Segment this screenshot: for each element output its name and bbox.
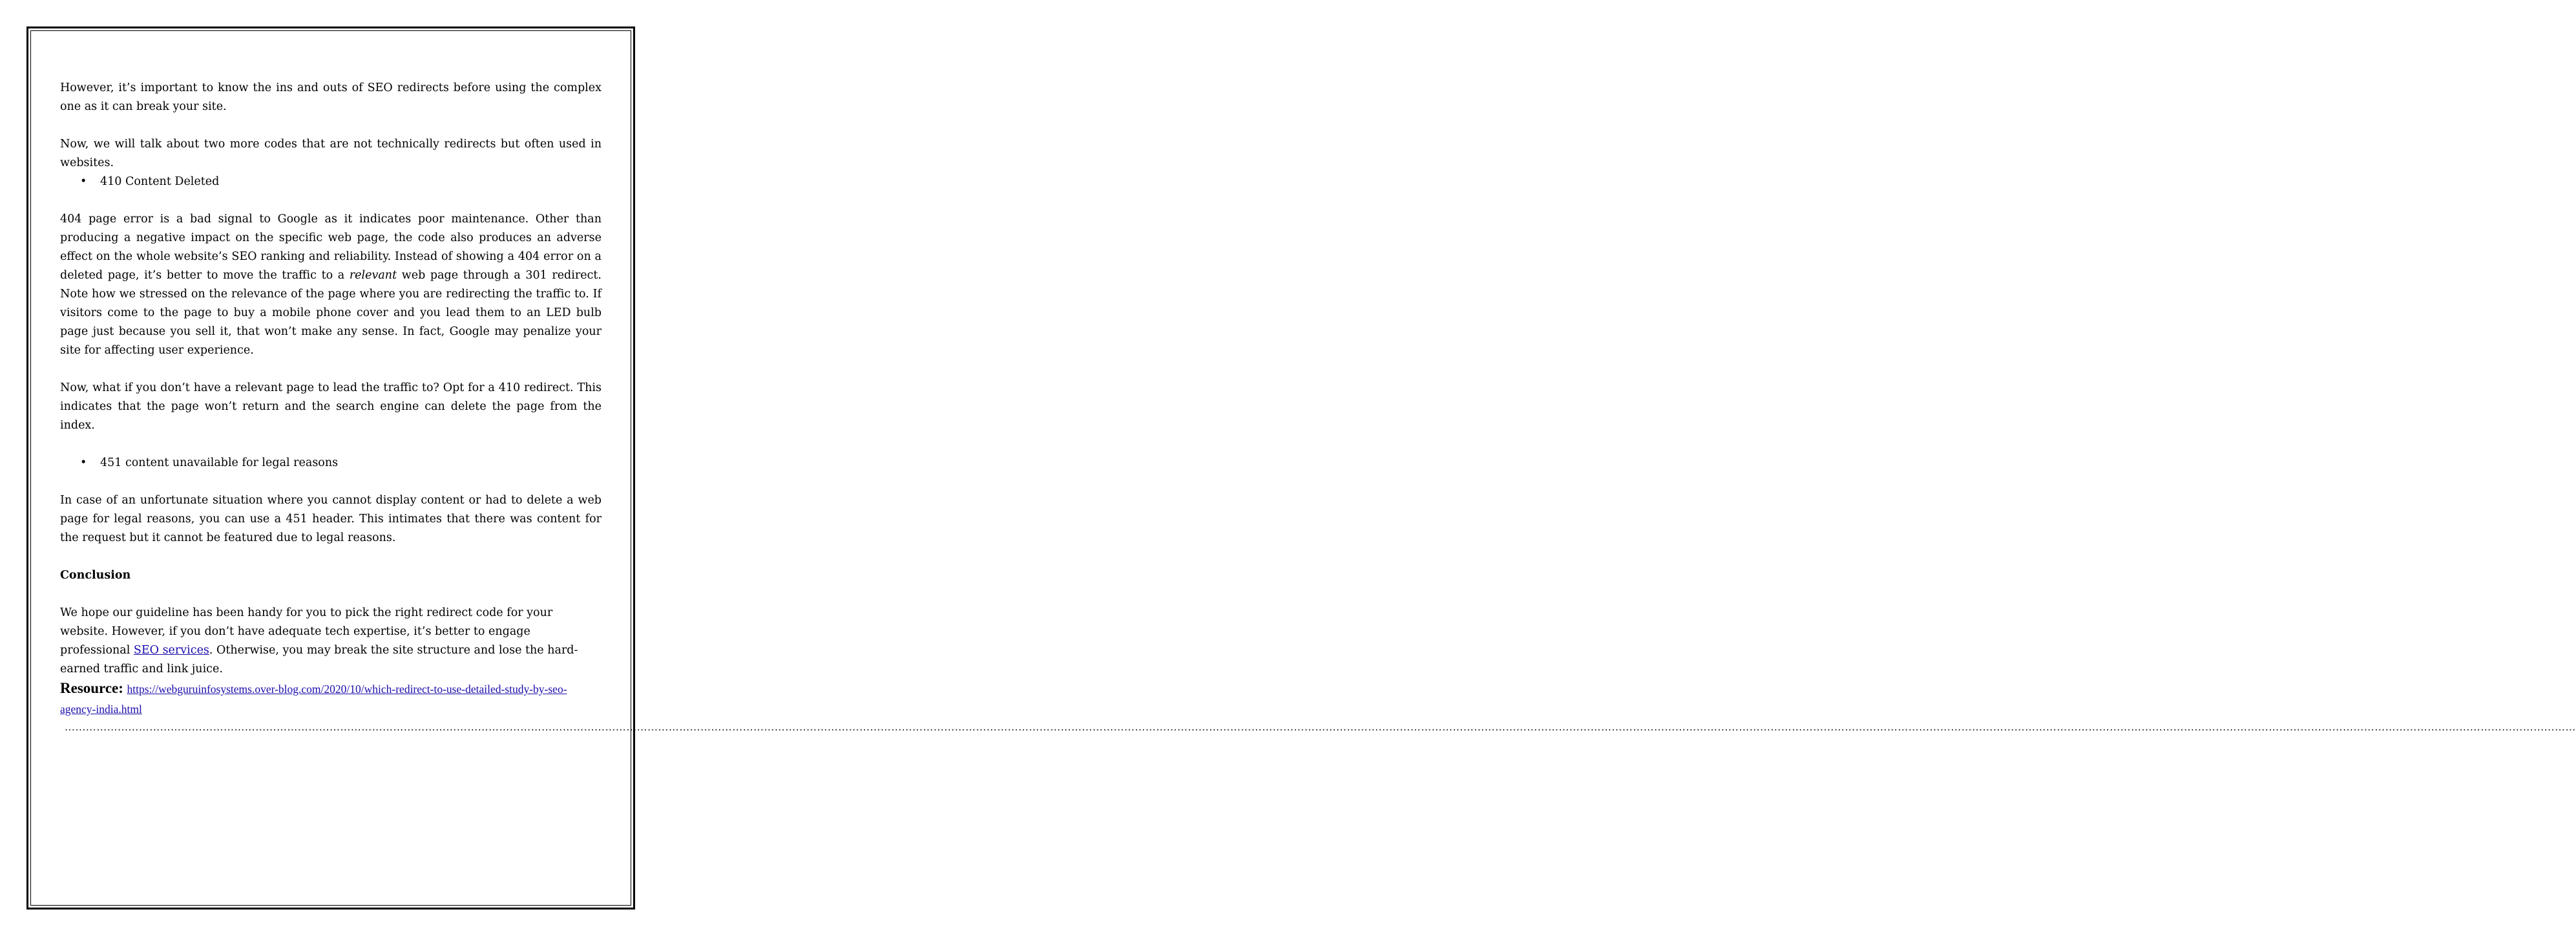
paragraph-404-text-a: 404 page error is a bad signal to Google as it indicates poor maintenance. Other than producing a negative impact on the specific web page, the code also produces an adverse effect on the whole website’s SEO ranking and reliability. Instead of showing a 404 error on a deleted page, it’s better to move the traffic to a bbox=[60, 213, 602, 282]
document-body bbox=[60, 79, 2576, 736]
paragraph-451-header: In case of an unfortunate situation where you cannot display content or had to delete a web page for legal reasons, you can use a 451 header. This intimates that there was content for the request but it cannot be featured due to legal reasons. bbox=[60, 494, 602, 544]
spacer bbox=[60, 360, 602, 379]
list-item-410 bbox=[60, 173, 602, 191]
spacer bbox=[60, 116, 602, 135]
seo-services-link[interactable]: SEO services bbox=[133, 644, 209, 657]
spacer bbox=[60, 585, 602, 604]
paragraph-410-redirect: Now, what if you don’t have a relevant page to lead the traffic to? Opt for a 410 redirect. This indicates that the page won’t return and the search engine can delete the page from the index. bbox=[60, 381, 602, 432]
paragraph-conclusion-text-a: We hope our guideline has been handy for you to pick the right redirect code for your website. However, if you don’t have adequate tech expertise, it’s better to engage professional bbox=[60, 606, 553, 657]
paragraph-404-error bbox=[60, 210, 602, 360]
resource-url-link[interactable]: https://webguruinfosystems.over-blog.com/2020/10/which-redirect-to-use-detailed-study-by-seo-agency-india.html bbox=[60, 683, 567, 716]
paragraph-404-text-b: web page through a 301 redirect. Note how we stressed on the relevance of the page where you are redirecting the traffic to. If visitors come to the page to buy a mobile phone cover and you lead them to an LED bulb page just because you sell it, that won’t make any sense. In fact, Google may penalize your site for affecting user experience. bbox=[60, 269, 602, 357]
paragraph-404-italic: relevant bbox=[349, 269, 397, 282]
conclusion-heading: Conclusion bbox=[60, 569, 131, 582]
paragraph-conclusion-text-b: . Otherwise, you may break the site structure and lose the hard-earned traffic and link juice. bbox=[60, 644, 578, 675]
resource-label: Resource: bbox=[60, 680, 123, 696]
list-item-451 bbox=[60, 454, 602, 473]
spacer bbox=[60, 473, 602, 491]
spacer bbox=[60, 548, 602, 566]
paragraph-two-more-codes: Now, we will talk about two more codes that are not technically redirects but often used in websites. bbox=[60, 138, 602, 169]
resource-line bbox=[60, 679, 602, 719]
paragraph-seo-redirects-warning: However, it’s important to know the ins and outs of SEO redirects before using the complex one as it can break your site. bbox=[60, 81, 602, 113]
bullet-dot-icon: • bbox=[80, 175, 87, 188]
list-item-410-label: 410 Content Deleted bbox=[100, 175, 220, 188]
spacer bbox=[60, 435, 602, 454]
dotted-separator: ……………………………………………………………………………………………………………………………………………………………………………………………………………………………………………………………………………………………………………………………………………………………………………………………………………………………………………………………………………………………………………………………………………………………………………………………………………………………………………………… bbox=[65, 722, 2576, 733]
bullet-dot-icon: • bbox=[80, 456, 87, 469]
spacer bbox=[60, 191, 602, 210]
paragraph-conclusion bbox=[60, 604, 602, 679]
list-item-451-label: 451 content unavailable for legal reasons bbox=[100, 456, 339, 469]
